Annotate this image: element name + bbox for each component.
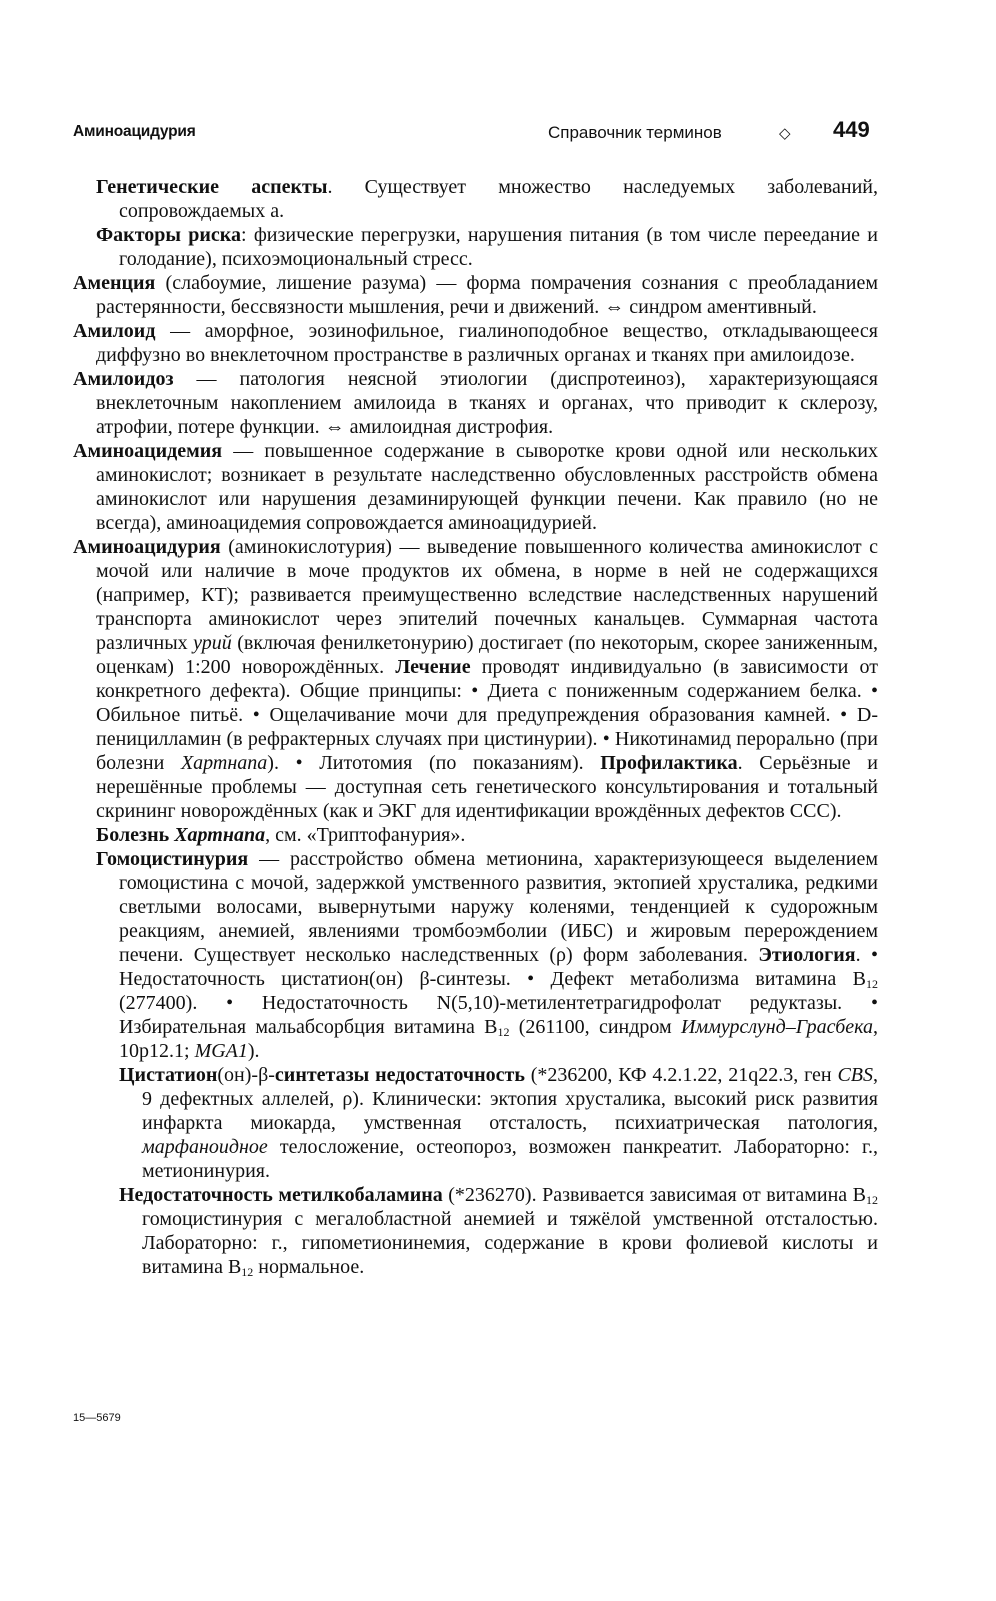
entry-cobalamin-deficiency: Недостаточность метилкобаламина (*236270). Развивается зависимая от витамина $B_{12}$ гомоцистинурия с мегалобластной анемией и тяжёлой умственной отсталостью. Лабораторно: г., гипометионинемия, содержание в крови фолиевой кислоты и витамина $B_{12}$ нормальное. <box>119 1184 879 1279</box>
term-risk-factors: Факторы риска <box>96 224 242 246</box>
running-title: Аминоацидурия <box>73 123 196 140</box>
diamond-icon: ◇ <box>779 124 791 142</box>
entry-amyloid: Амилоид — аморфное, эозинофильное, гиалиноподобное вещество, откладывающееся диффузно во внеклеточном пространстве в различных органах и тканях при амилоидозе. <box>73 320 878 366</box>
page-number: 449 <box>833 117 870 142</box>
entry-aminoaciduria: Аминоацидурия (аминокислотурия) — выведение повышенного количества аминокислот с мочой или наличие в моче продуктов их обмена, в норме в ней не содержащихся (например, КТ); развивается преимущественно вследствие наследственных нарушений транспорта аминокислот через эпителий почечных канальцев. Суммарная частота различных урий (включая фенилкетонурию) достигает (по некоторым, скорее заниженным, оценкам) 1:200 новорождённых. Лечение проводят индивидуально (в зависимости от конкретного дефекта). Общие принципы: • Диета с пониженным содержанием белка. • Обильное питьё. • Ощелачивание мочи для предупреждения образования камней. • D-пеницилламин (в рефрактерных случаях при цистинурии). • Никотинамид перорально (при болезни Хартнапа). • Литотомия (по показаниям). Профилактика. Серьёзные и нерешённые проблемы — доступная сеть генетического консультирования и тотальный скрининг новорождённых (как и ЭКГ для идентификации врождённых дефектов ССС). <box>73 536 878 822</box>
term-amyloid: Амилоид <box>73 320 156 342</box>
printer-signature: 15—5679 <box>73 1412 121 1424</box>
term-prophylaxis: Профилактика <box>600 752 738 774</box>
entry-homocystinuria: Гомоцистинурия — расстройство обмена метионина, характеризующееся выделением гомоцистина с мочой, задержкой умственного развития, эктопией хрусталика, редкими светлыми волосами, вывернутыми наружу коленями, тенденцией к судорожным реакциям, анемией, явлениями тромбоэмболии (ИБС) и жировым перерождением печени. Существует несколько наследственных (ρ) форм заболевания. Этиология. • Недостаточность цистатион(он) β-синтезы. • Дефект метаболизма витамина $B_{12}$ (277400). • Недостаточность N(5,10)-метилентетрагидрофолат редуктазы. • Избирательная мальабсорбция витамина $B_{12}$ (261100, синдром Иммурслунд–Грасбека, 10p12.1; MGA1). <box>96 848 878 1062</box>
term-hartnup: Болезнь Хартнапа <box>96 824 266 846</box>
entry-hartnup: Болезнь Хартнапа, см. «Триптофанурия». <box>96 824 466 846</box>
entry-risk-factors: Факторы риска: физические перегрузки, нарушения питания (в том числе переедание и голодание), психоэмоциональный стресс. <box>96 224 879 270</box>
term-aminoacidemia: Аминоацидемия <box>73 440 223 462</box>
term-homocystinuria: Гомоцистинурия <box>96 848 249 870</box>
term-cbs-deficiency: Цистатион <box>119 1064 218 1086</box>
entry-amentia: Аменция (слабоумие, лишение разума) — форма помрачения сознания с преобладанием растерянности, бессвязности мышления, речи и движений. ⇔ синдром аментивный. <box>73 272 878 318</box>
section-title: Справочник терминов <box>548 123 722 142</box>
entry-aminoacidemia: Аминоацидемия — повышенное содержание в сыворотке крови одной или нескольких аминокислот; возникает в результате наследственно обусловленных расстройств обмена аминокислот или нарушения дезаминирующей функции печени. Как правило (но не всегда), аминоацидемия сопровождается аминоацидурией. <box>73 440 878 534</box>
term-amyloidosis: Амилоидоз <box>73 368 174 390</box>
entry-cbs-deficiency: Цистатион(он)-β-синтетазы недостаточность (*236200, КФ 4.2.1.22, 21q22.3, ген CBS, 9 дефектных аллелей, ρ). Клинически: эктопия хрусталика, высокий риск развития инфаркта миокарда, умственная отсталость, психиатрическая патология, марфаноидное телосложение, остеопороз, возможен панкреатит. Лабораторно: г., метионинурия. <box>119 1064 878 1182</box>
term-amentia: Аменция <box>73 272 156 294</box>
entry-genetic-aspects: Генетические аспекты. Существует множество наследуемых заболеваний, сопровождаемых а. <box>96 176 878 222</box>
entry-amyloidosis: Амилоидоз — патология неясной этиологии (диспротеиноз), характеризующаяся внеклеточным накоплением амилоида в тканях и органах, что приводит к склерозу, атрофии, потере функции. ⇔ амилоидная дистрофия. <box>73 368 878 438</box>
text-body <box>73 175 878 1279</box>
term-etiology: Этиология <box>758 944 856 966</box>
term-treatment: Лечение <box>395 656 471 678</box>
term-aminoaciduria: Аминоацидурия <box>73 536 221 558</box>
term-genetic-aspects: Генетические аспекты <box>96 176 328 198</box>
term-cobalamin-deficiency: Недостаточность метилкобаламина <box>119 1184 443 1206</box>
